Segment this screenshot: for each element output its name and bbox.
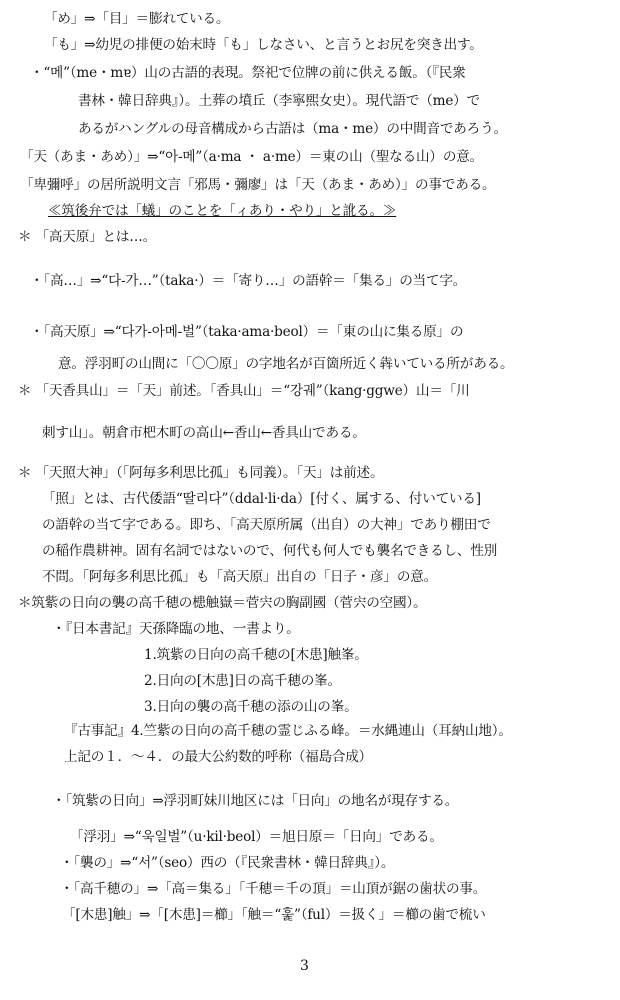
text-line: ・「襲の」⇒“서”（seo）西の（『民衆書林・韓日辞典』）。 (60, 855, 395, 871)
text-line: 書林・韓日辞典』）。土葬の墳丘（李寧煕女史）。現代語で（me）で (78, 93, 480, 109)
text-line: 「照」とは、古代倭語“딸리다”（ddal·li·da）[付く、属する、付いている] (42, 491, 481, 507)
text-line: ・『日本書記』天孫降臨の地、一書より。 (52, 621, 300, 637)
section-heading: ＊筑紫の日向の襲の高千穂の槵触嶽＝菅宍の胸副國（菅宍の空國）。 (18, 595, 427, 611)
list-item: 『古事記』4.竺紫の日向の高千穂の霊じふる峰。＝水縄連山（耳納山地）。 (64, 723, 512, 739)
list-item: 2.日向の[木患]日の高千穂の峯。 (144, 673, 341, 689)
text-line: の語幹の当て字である。即ち、「高天原所属（出自）の大神」であり棚田で (42, 517, 491, 533)
text-line: ・「高…」⇒“다-가…”（taka·）＝「寄り…」の語幹＝「集る」の当て字。 (30, 273, 467, 289)
text-line: 「め」⇒「目」＝膨れている。 (44, 11, 230, 27)
text-line: 「卑彌呼」の居所説明文言「邪馬・彌廖」は「天（あま・あめ）」の事である。 (20, 177, 496, 193)
text-line: 意。浮羽町の山間に「〇〇原」の字地名が百箇所近く犇いている所がある。 (58, 356, 514, 372)
text-line: 「[木患]触」⇒「[木患]＝櫛」「触＝“훑”（ful）＝扱く」＝櫛の歯で梳い (62, 907, 486, 923)
text-line: ・「高千穂の」⇒「高＝集る」「千穂＝千の頂」＝山頂が鋸の歯状の事。 (60, 881, 487, 897)
section-heading: ＊ 「天照大神」（「阿毎多利思比孤」も同義）。「天」は前述。 (18, 465, 384, 481)
text-line: 上記の１．～４．の最大公約数的呼称（福島合成） (64, 749, 373, 765)
text-line: あるがハングルの母音構成から古語は（ma・me）の中間音であろう。 (78, 121, 507, 137)
text-line: ・「筑紫の日向」⇒浮羽町妹川地区には「日向」の地名が現存する。 (52, 793, 459, 809)
text-line: ・「高天原」⇒“다가-아메-벌”（taka·ama·beol）＝「東の山に集る原」の (30, 324, 464, 340)
text-line: 刺す山」。朝倉市杷木町の高山←香山←香具山である。 (42, 425, 366, 441)
list-item: 3.日向の襲の高千穂の添の山の峯。 (144, 699, 358, 715)
section-heading: ＊ 「高天原」とは…。 (18, 229, 157, 245)
text-line: 不問。「阿毎多利思比孤」も「高天原」出自の「日子・彦」の意。 (42, 569, 438, 585)
dialect-note: ≪筑後弁では「蟻」のことを「ィあり・やり」と訛る。≫ (48, 203, 397, 219)
list-item: 1.筑紫の日向の高千穂の[木患]触峯。 (144, 647, 368, 663)
page-number: 3 (300, 958, 309, 974)
text-line: の稲作農耕神。固有名詞ではないので、何代も何人でも襲名できるし、性別 (42, 543, 498, 559)
text-line: 「天（あま・あめ）」⇒“아-메”（a·ma ・ a·me）＝東の山（聖なる山）の意。 (20, 149, 484, 165)
text-line: 「も」⇒幼児の排便の始末時「も」しなさい、と言うとお尻を突き出す。 (44, 37, 483, 53)
text-line: ・“메”（me・mɐ）山の古語的表現。祭祀で位牌の前に供える飯。（『民衆 (30, 65, 466, 81)
text-line: 「浮羽」⇒“욱일벌”（u·kil·beol）＝旭日原＝「日向」である。 (70, 829, 443, 845)
section-heading: ＊ 「天香具山」＝「天」前述。「香具山」＝“강궤”（kang·ggwe）山＝「川 (18, 383, 470, 399)
